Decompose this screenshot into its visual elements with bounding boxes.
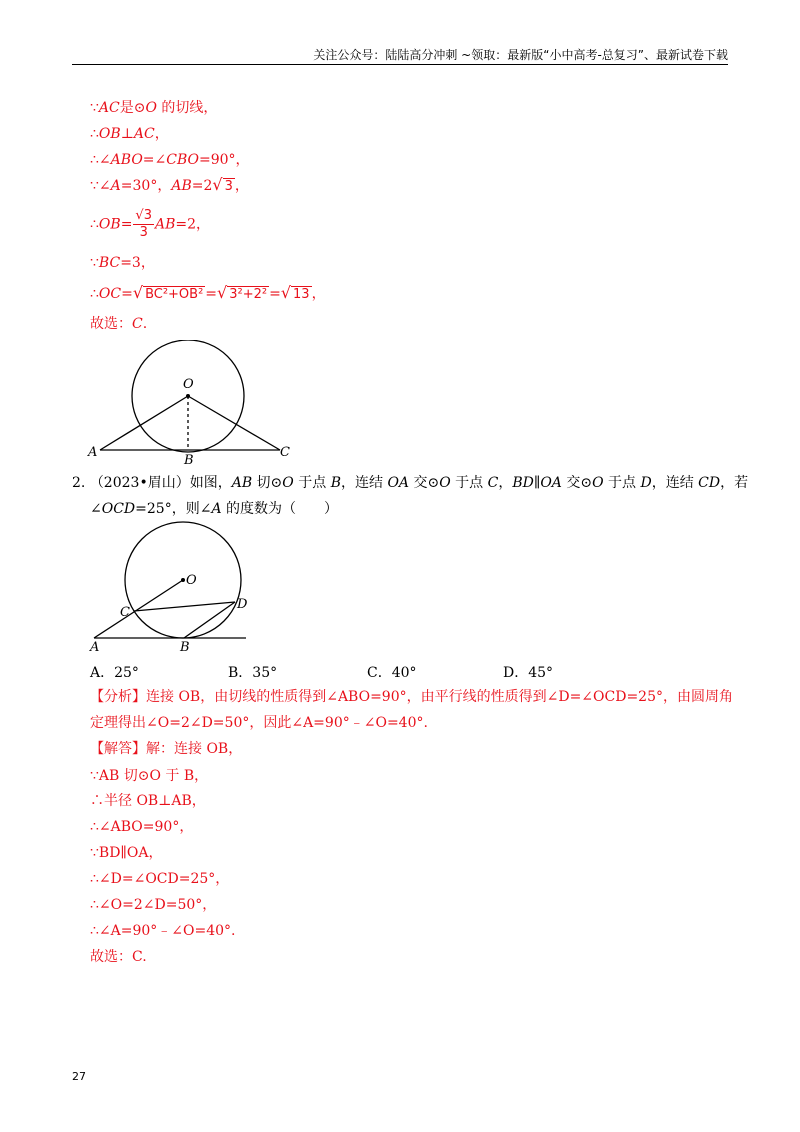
analysis-text: 连接 OB，由切线的性质得到∠ABO=90°，由平行线的性质得到∠D=∠OCD=25°，由圆周角 [146, 689, 734, 705]
var: D [640, 475, 652, 491]
figure-1-svg [80, 340, 310, 470]
text: =∠ [142, 152, 167, 168]
angle-symbol: ∠ [90, 501, 102, 517]
question-source: （2023•眉山）如图， [89, 475, 232, 491]
var: O [592, 475, 604, 491]
header-text: 关注公众号：陆陆高分冲刺 ~领取：最新版“小中高考-总复习”、最新试卷下载 [313, 48, 728, 62]
answer-line-2: ∴半径 OB⊥AB， [90, 793, 206, 809]
option-d: D．45° [503, 665, 554, 681]
center-dot [186, 394, 190, 398]
var: AB [154, 216, 176, 233]
angle-symbol: ∠ [98, 178, 111, 194]
figure-2 [84, 520, 254, 659]
radical: √ 3²+2² [217, 283, 268, 302]
segment-bd [184, 602, 235, 638]
text: 交⊙ [409, 475, 440, 491]
figure-1 [80, 340, 310, 474]
text: 于点 [450, 475, 488, 491]
text: =2 [191, 178, 213, 194]
segment-ao [100, 396, 188, 450]
radical: √ 13 [280, 283, 310, 302]
radicand: 3²+2² [229, 287, 268, 302]
label-o: O [183, 377, 194, 392]
text: = [269, 286, 281, 302]
analysis-line-1 [90, 688, 733, 706]
var: O [282, 475, 294, 491]
solution-line-4 [90, 176, 249, 196]
solution-line-1 [90, 99, 217, 117]
var: CD [698, 475, 721, 491]
text: 交⊙ [561, 475, 593, 491]
answer-line-8: 故选：C. [90, 949, 147, 965]
option-b: B．35° [228, 665, 278, 681]
radicand: 13 [293, 287, 310, 302]
text: =90°， [199, 152, 250, 168]
text: 于点 [603, 475, 641, 491]
text: ， [234, 178, 249, 194]
radicand: 3 [224, 179, 233, 194]
question-number: 2. [72, 475, 86, 491]
var: A [211, 501, 222, 517]
label-c: C [280, 445, 290, 460]
text: = [121, 286, 133, 302]
radicand: BC²+OB² [145, 287, 204, 302]
text: ，连结 [340, 475, 388, 491]
var: AC [98, 100, 120, 116]
therefore-symbol: ∴ [90, 286, 99, 302]
answer: C [132, 316, 143, 332]
var: OC [98, 286, 122, 302]
var: CBO [166, 152, 200, 168]
var: OB [98, 216, 121, 233]
text: =3， [120, 255, 155, 271]
var: BC [98, 255, 121, 271]
solution-line-5 [90, 208, 210, 241]
var: AB [231, 475, 253, 491]
because-symbol: ∵ [90, 178, 99, 194]
answer-line-7: ∴∠A=90°﹣∠O=40°. [90, 923, 236, 939]
text: =25°，则∠ [135, 501, 212, 517]
text: ，若 [720, 475, 749, 491]
segment-cd [134, 602, 235, 611]
answer-line-3: ∴∠ABO=90°， [90, 819, 194, 835]
figure-2-svg [84, 520, 254, 655]
answer-line-intro [90, 740, 242, 758]
text: 切⊙ [252, 475, 283, 491]
text: 是⊙ [119, 100, 146, 116]
text: = [205, 286, 218, 302]
therefore-symbol: ∴ [90, 126, 99, 142]
option-a: A．25° [90, 665, 139, 681]
angle-symbol: ∠ [98, 152, 111, 168]
var: OA [387, 475, 410, 491]
var: OCD [101, 501, 136, 517]
perp-symbol: ⊥ [120, 126, 134, 142]
answer-tag: 【解答】 [90, 741, 146, 757]
var: O [145, 100, 157, 116]
answer-line-1: ∵AB 切⊙O 于 B， [90, 768, 209, 784]
label-a: A [88, 445, 98, 460]
text: = [120, 216, 133, 233]
var: OA [540, 475, 562, 491]
var: ABO [110, 152, 143, 168]
var: B [330, 475, 341, 491]
text: ， [311, 286, 326, 302]
because-symbol: ∵ [90, 255, 99, 271]
text: 故选： [90, 316, 132, 332]
page-number: 27 [72, 1070, 86, 1083]
label-a: A [90, 640, 100, 655]
therefore-symbol: ∴ [90, 216, 99, 233]
question-2-line-2 [90, 500, 338, 518]
question-2-line-1 [72, 474, 748, 492]
var: AC [133, 126, 155, 142]
label-o: O [186, 573, 197, 588]
label-b: B [180, 640, 190, 655]
analysis-text: 定理得出∠O=2∠D=50°，因此∠A=90°﹣∠O=40°. [90, 715, 428, 731]
text: . [142, 316, 148, 332]
answer-line-5: ∴∠D=∠OCD=25°， [90, 871, 230, 887]
text: ， [154, 126, 169, 142]
analysis-tag: 【分析】 [90, 689, 146, 705]
label-c: C [120, 605, 130, 620]
var: A [110, 178, 121, 194]
text: ， [498, 475, 513, 491]
answer-line-4: ∵BD∥OA， [90, 845, 163, 861]
therefore-symbol: ∴ [90, 152, 99, 168]
option-c: C．40° [367, 665, 417, 681]
label-d: D [237, 597, 248, 612]
numerator: √3 [135, 208, 152, 223]
solution-line-2 [90, 125, 169, 143]
var: BD [512, 475, 534, 491]
page-header [72, 44, 728, 65]
because-symbol: ∵ [90, 100, 99, 116]
radical: √ 3 [212, 175, 233, 194]
segment-ao [94, 580, 183, 638]
var: C [487, 475, 499, 491]
text: =2， [175, 216, 211, 233]
var: OB [98, 126, 121, 142]
text: ，连结 [651, 475, 699, 491]
denominator: 3 [139, 225, 148, 240]
text: =30°， [120, 178, 172, 194]
center-dot [181, 578, 185, 582]
text: 的切线， [161, 100, 218, 116]
fraction [133, 208, 154, 241]
answer-text: 解：连接 OB， [146, 741, 243, 757]
solution-line-7 [90, 284, 326, 304]
solution-line-3 [90, 151, 250, 169]
text: ∥ [533, 475, 541, 491]
text: 于点 [293, 475, 331, 491]
solution-line-8 [90, 315, 147, 333]
solution-line-6 [90, 254, 155, 272]
var: AB [171, 178, 192, 194]
answer-line-6: ∴∠O=2∠D=50°， [90, 897, 217, 913]
analysis-line-2 [90, 714, 428, 732]
label-b: B [184, 453, 194, 468]
var: O [439, 475, 451, 491]
text: 的度数为（ ） [221, 501, 339, 517]
segment-oc [188, 396, 280, 450]
radical: √ BC²+OB² [132, 283, 204, 302]
